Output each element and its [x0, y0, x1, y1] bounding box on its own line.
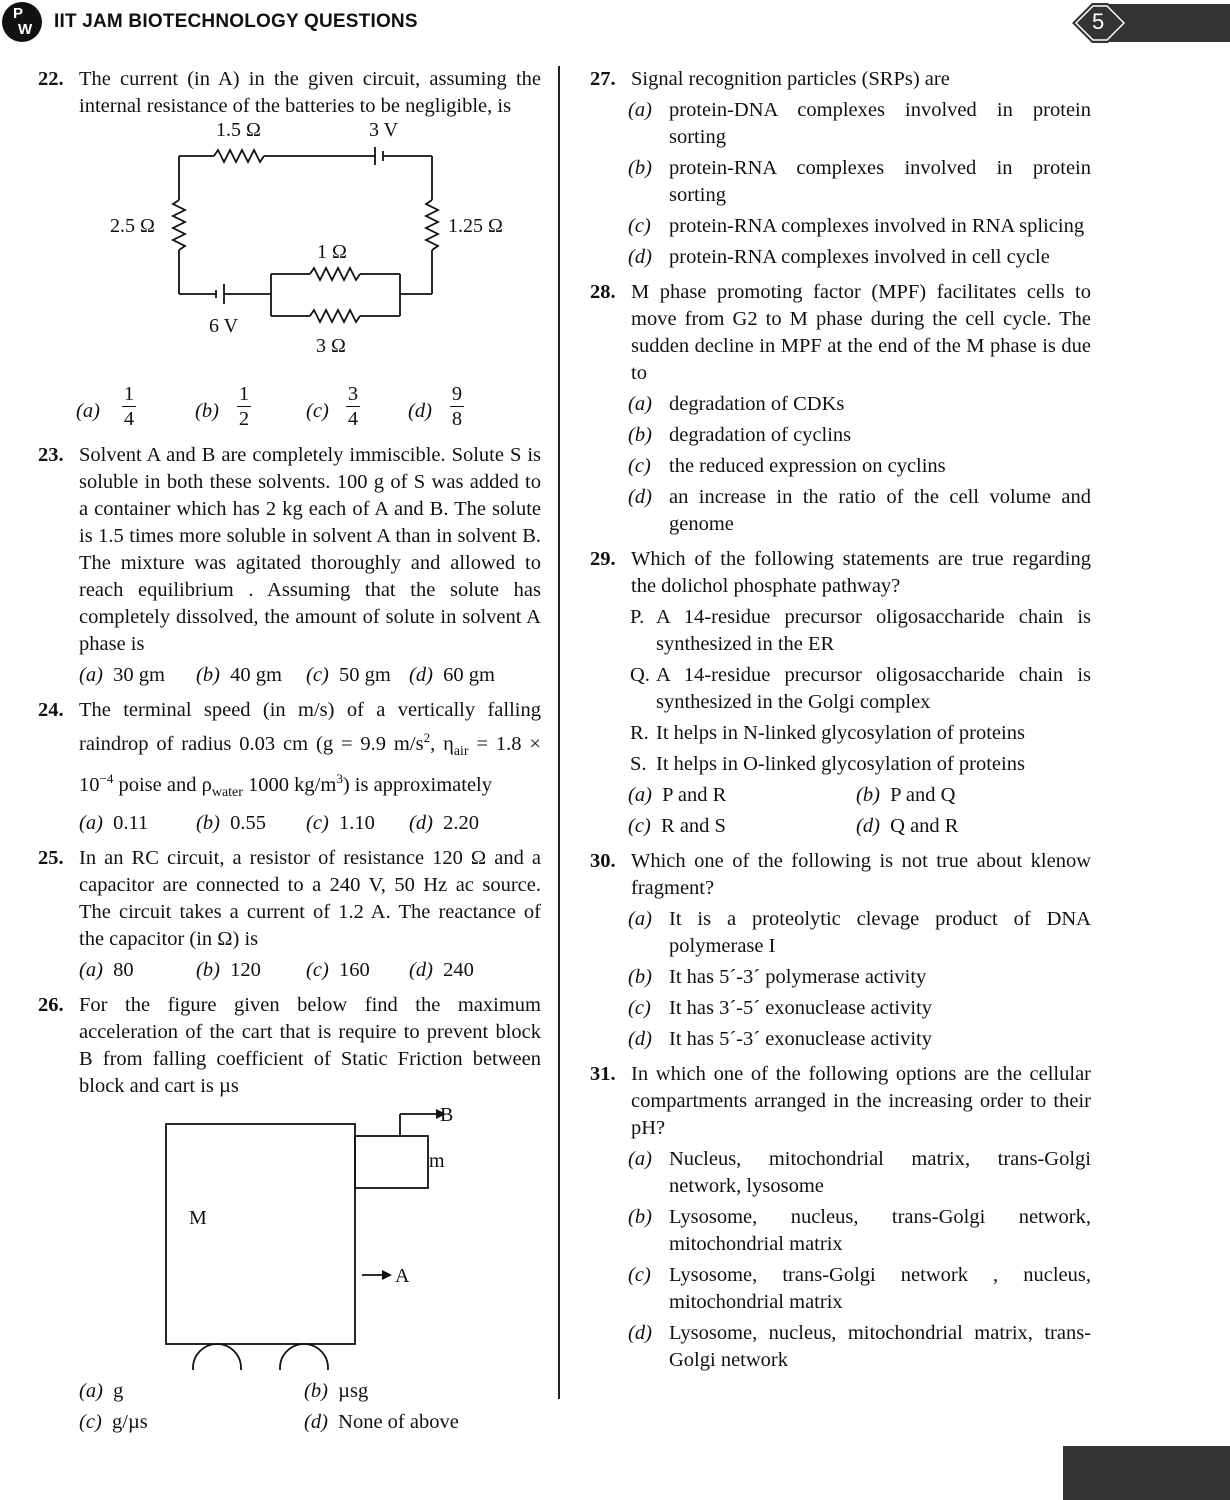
- label-r-mid-bottom: 3 Ω: [316, 335, 346, 357]
- q29-statement-s: S. It helps in O-linked glycosylation of proteins: [630, 753, 1025, 775]
- question-30: [590, 848, 1091, 902]
- question-25: [38, 845, 541, 953]
- question-23: [38, 442, 541, 658]
- question-text: Signal recognition particles (SRPs) are: [631, 68, 950, 90]
- page-number: 5: [1092, 9, 1105, 34]
- label-v-top: 3 V: [369, 120, 399, 141]
- q29-statement-q: Q. A 14-residue precursor oligosaccharide chain is synthesized in the Golgi complex: [630, 664, 1091, 713]
- numerator: 9: [451, 383, 463, 405]
- denominator: 2: [238, 408, 250, 430]
- left-column: [38, 66, 541, 1436]
- q31-option-a: (a) Nucleus, mitochondrial matrix, trans-Golgi network, lysosome: [628, 1148, 1091, 1197]
- q31-option-d: (d) Lysosome, nucleus, mitochondrial matrix, trans-Golgi network: [628, 1322, 1091, 1371]
- numerator: 1: [238, 383, 250, 405]
- q30-option-d: (d) It has 5´-3´ exonuclease activity: [628, 1028, 932, 1050]
- question-number: 24.: [38, 699, 64, 721]
- question-number: 26.: [38, 993, 64, 1016]
- q31-option-b: (b) Lysosome, nucleus, trans-Golgi network, mitochondrial matrix: [628, 1206, 1091, 1255]
- q26-options-row2: (c) g/µs (d) None of above: [79, 1410, 459, 1433]
- question-text: Which of the following statements are true regarding the dolichol phosphate pathway?: [631, 548, 1091, 597]
- label-r-right: 1.25 Ω: [448, 215, 503, 237]
- q28-option-d: (d) an increase in the ratio of the cell volume and genome: [628, 486, 1091, 535]
- label-m: m: [429, 1149, 445, 1172]
- question-26: [38, 992, 541, 1100]
- q26-options-row1: (a) g (b) µsg: [79, 1379, 369, 1402]
- question-text: Which one of the following is not true about klenow fragment?: [631, 850, 1091, 899]
- q30-option-c: (c) It has 3´-5´ exonuclease activity: [628, 997, 932, 1019]
- q30-option-a: (a) It is a proteolytic clevage product of DNA polymerase I: [628, 908, 1091, 957]
- numerator: 3: [347, 383, 359, 405]
- q27-option-c: (c) protein-RNA complexes involved in RNA splicing: [628, 215, 1085, 237]
- question-number: 22.: [38, 68, 64, 90]
- q28-option-b: (b) degradation of cyclins: [628, 424, 852, 446]
- question-number: 31.: [590, 1063, 616, 1085]
- label-r-mid-top: 1 Ω: [317, 241, 347, 263]
- header-title: IIT JAM BIOTECHNOLOGY QUESTIONS: [54, 11, 418, 32]
- circuit-figure: [38, 120, 541, 390]
- question-number: 30.: [590, 850, 616, 872]
- q22-options: (a) $\frac{1}{4}$ (b) $\frac{1}{2}$ (c) $\frac{3}{4}$ (d) $\frac{9}{8}$: [76, 383, 463, 430]
- page-header: [0, 0, 1230, 46]
- question-27: [590, 66, 1091, 93]
- numerator: 1: [123, 383, 135, 405]
- cart-figure: [38, 1100, 541, 1370]
- question-29: [590, 546, 1091, 600]
- q27-option-a: (a) protein-DNA complexes involved in protein sorting: [628, 99, 1091, 148]
- question-text: In an RC circuit, a resistor of resistance 120 Ω and a capacitor are connected to a 240 V, 50 Hz ac source. The circuit takes a current of 1.2 A. The reactance of the capacitor (in Ω) is: [79, 846, 541, 950]
- q29-options-row2: (c) R and S (d) Q and R: [628, 815, 959, 837]
- q30-option-b: (b) It has 5´-3´ polymerase activity: [628, 966, 927, 988]
- pw-logo: [2, 2, 42, 42]
- question-24: [38, 697, 541, 806]
- label-v-bottom: 6 V: [209, 315, 239, 337]
- question-text: Solvent A and B are completely immiscible. Solute S is soluble in both these solvents. 100 g of S was added to a container which has 2 kg each of A and B. The solute is 1.5 times more soluble in solvent A than in solvent B. The mixture was agitated thoroughly and allowed to reach equilibrium . Assuming that the solute has completely dissolved, the amount of solute in solvent A phase is: [79, 444, 541, 655]
- label-M: M: [189, 1206, 207, 1229]
- question-number: 28.: [590, 281, 616, 303]
- question-text: In which one of the following options are the cellular compartments arranged in the increasing order to their pH?: [631, 1063, 1091, 1139]
- denominator: 8: [451, 408, 463, 430]
- question-text: M phase promoting factor (MPF) facilitates cells to move from G2 to M phase during the cell cycle. The sudden decline in MPF at the end of the M phase is due to: [631, 281, 1091, 384]
- footer-corner-block: [1063, 1446, 1230, 1500]
- question-number: 29.: [590, 548, 616, 570]
- cart-diagram: [38, 1100, 541, 1370]
- question-22: [38, 66, 541, 120]
- column-divider: [558, 66, 560, 1399]
- q24-options: (a) 0.11 (b) 0.55 (c) 1.10 (d) 2.20: [79, 811, 480, 834]
- q25-options: (a) 80 (b) 120 (c) 160 (d) 240: [79, 958, 474, 981]
- q28-option-a: (a) degradation of CDKs: [628, 393, 845, 415]
- label-r-left: 2.5 Ω: [110, 215, 155, 237]
- right-column: [590, 66, 1091, 1374]
- circuit-diagram: [38, 120, 541, 390]
- question-text: The current (in A) in the given circuit, assuming the internal resistance of the batteries to be negligible, is: [79, 68, 541, 117]
- q23-options: (a) 30 gm (b) 40 gm (c) 50 gm (d) 60 gm: [79, 664, 495, 686]
- q27-option-b: (b) protein-RNA complexes involved in protein sorting: [628, 157, 1091, 206]
- q28-option-c: (c) the reduced expression on cyclins: [628, 455, 946, 477]
- question-number: 23.: [38, 444, 64, 466]
- denominator: 4: [347, 408, 359, 430]
- q31-option-c: (c) Lysosome, trans-Golgi network , nucleus, mitochondrial matrix: [628, 1264, 1091, 1313]
- logo-letter-p: P: [13, 5, 24, 22]
- question-text: The terminal speed (in m/s) of a vertically falling raindrop of radius 0.03 cm (g = 9.9 $m/s^2$, $\eta_{air} = 1.8 \times 10^{-4}$ poise and $\rho_{water}$ 1000 $kg/m^3$) is approximately: [79, 699, 541, 800]
- label-A: A: [395, 1264, 410, 1287]
- question-number: 27.: [590, 68, 616, 90]
- q29-statement-r: R. It helps in N-linked glycosylation of proteins: [630, 722, 1025, 744]
- q27-option-d: (d) protein-RNA complexes involved in cell cycle: [628, 246, 1050, 268]
- logo-letter-w: W: [18, 21, 33, 38]
- q29-statement-p: P. A 14-residue precursor oligosaccharide chain is synthesized in the ER: [630, 606, 1091, 655]
- q29-options-row1: (a) P and R (b) P and Q: [628, 784, 956, 806]
- question-text: For the figure given below find the maximum acceleration of the cart that is require to prevent block B from falling coefficient of Static Friction between block and cart is µs: [79, 993, 541, 1097]
- question-31: [590, 1061, 1091, 1142]
- denominator: 4: [123, 408, 135, 430]
- label-B: B: [440, 1103, 454, 1126]
- question-28: [590, 279, 1091, 387]
- question-number: 25.: [38, 846, 64, 869]
- label-r-top: 1.5 Ω: [216, 120, 261, 141]
